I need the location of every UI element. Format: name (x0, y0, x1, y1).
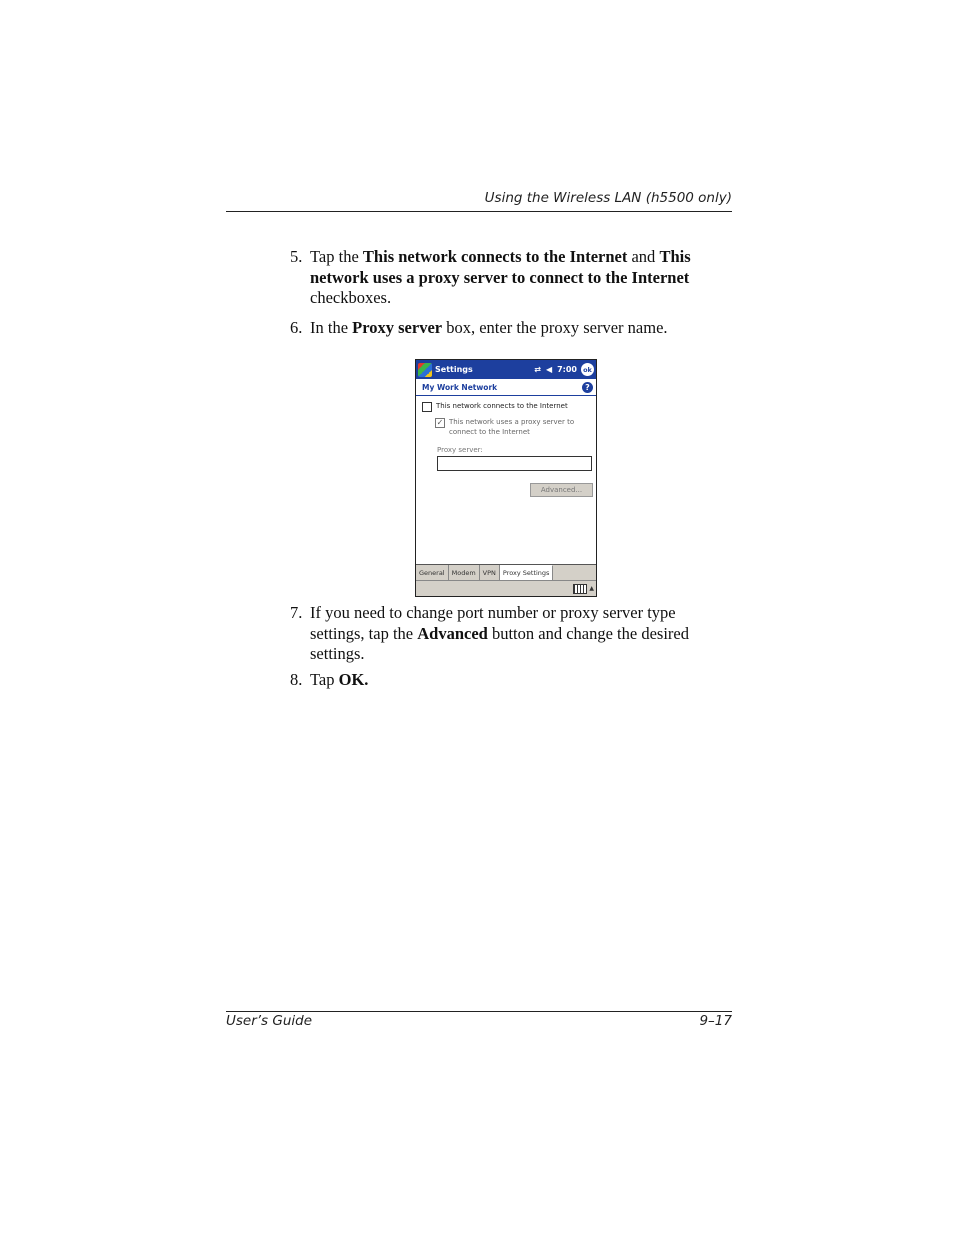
connectivity-icon[interactable]: ⇄ (534, 365, 541, 374)
advanced-button[interactable]: Advanced... (530, 483, 593, 497)
windows-start-icon[interactable] (418, 363, 432, 377)
step-bold: This network uses a proxy server to connect to the Internet (310, 247, 691, 287)
tab-general[interactable]: General (416, 565, 449, 580)
title-bar (416, 360, 596, 379)
network-name: My Work Network (422, 382, 498, 392)
keyboard-icon[interactable] (573, 584, 587, 594)
step-text: box, enter the proxy server name. (442, 318, 668, 337)
proxy-checkbox-label: This network uses a proxy server to (449, 418, 575, 426)
input-menu-arrow-icon[interactable]: ▲ (589, 585, 594, 592)
tab-vpn[interactable]: VPN (480, 565, 500, 580)
network-header (416, 379, 596, 396)
tab-modem[interactable]: Modem (449, 565, 480, 580)
volume-icon[interactable]: ◀︎ (545, 365, 553, 374)
proxy-checkbox-label-cont: connect to the Internet (449, 427, 530, 436)
step-text: In the (310, 318, 353, 337)
proxy-server-input[interactable] (437, 456, 592, 471)
running-header: Using the Wireless LAN (h5500 only) (484, 190, 732, 206)
help-icon[interactable]: ? (582, 382, 593, 393)
input-panel-bar (416, 580, 596, 596)
step-number: 6. (290, 318, 303, 337)
internet-checkbox-row[interactable] (422, 402, 568, 412)
step-number: 5. (290, 247, 303, 266)
ok-button[interactable]: ok (581, 363, 594, 376)
proxy-checkbox-row[interactable] (435, 418, 574, 437)
step-bold: OK. (338, 670, 369, 689)
step-bold: Advanced (417, 623, 488, 643)
step-text: button and change the desired settings. (310, 623, 689, 663)
step-6 (290, 318, 730, 339)
step-text: checkboxes. (310, 288, 392, 307)
internet-checkbox[interactable] (422, 402, 432, 412)
footer-rule (226, 1011, 732, 1012)
step-number: 8. (290, 670, 303, 689)
step-5 (290, 247, 730, 309)
step-bold: This network connects to the Internet (362, 247, 628, 266)
pocket-pc-screenshot (415, 359, 597, 597)
step-text: Tap the (310, 247, 363, 266)
step-text: Tap (310, 670, 339, 689)
clock[interactable]: 7:00 (557, 365, 577, 374)
tab-proxy-settings[interactable]: Proxy Settings (500, 565, 554, 580)
step-bold: Proxy server (352, 318, 443, 337)
internet-checkbox-label: This network connects to the Internet (436, 402, 568, 410)
step-8 (290, 670, 730, 691)
footer-title: User’s Guide (226, 1013, 313, 1029)
app-title: Settings (435, 365, 473, 374)
tab-strip (416, 564, 596, 580)
step-text: If you need to change port number or proxy server type settings, tap the (310, 603, 676, 643)
header-rule (226, 211, 732, 212)
proxy-checkbox[interactable]: ✓ (436, 418, 444, 427)
step-text: and (627, 247, 660, 266)
step-7 (290, 603, 730, 665)
page-number: 9–17 (699, 1013, 732, 1029)
step-number: 7. (290, 603, 303, 622)
proxy-server-label: Proxy server: (437, 446, 483, 454)
